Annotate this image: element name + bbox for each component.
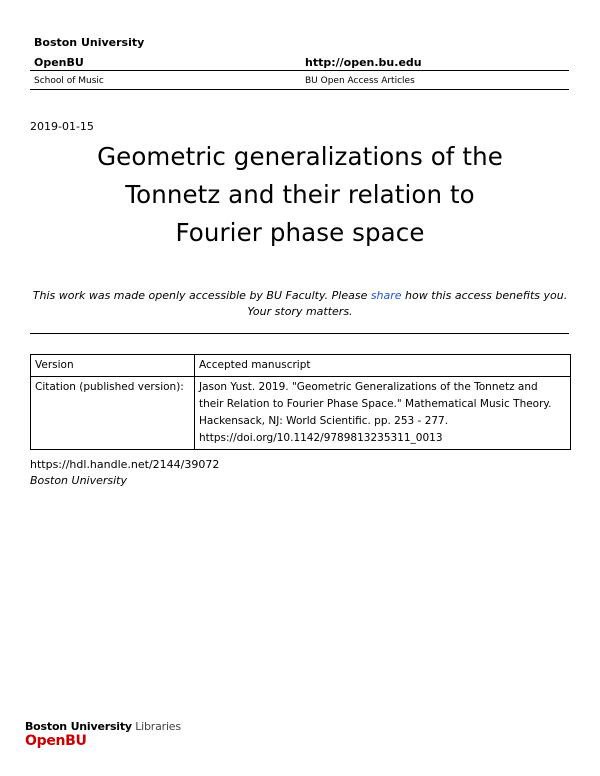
repository-url[interactable]: http://open.bu.edu (305, 56, 422, 69)
institution-name: Boston University (34, 36, 145, 49)
notice-line-2: Your story matters. (247, 305, 353, 318)
logo-line-2: OpenBU (25, 733, 87, 749)
share-link[interactable]: share (370, 289, 402, 302)
table-row (31, 377, 571, 450)
title-line-2: Tonnetz and their relation to (125, 180, 475, 209)
citation-value (195, 377, 571, 450)
citation-line: Jason Yust. 2019. "Geometric Generalizations of the Tonnetz and (199, 381, 538, 393)
notice-text-2: how this access benefits you. (401, 289, 568, 302)
metadata-table (30, 354, 571, 450)
citation-line: Hackensack, NJ: World Scientific. pp. 253 - 277. (199, 415, 449, 427)
citation-line: their Relation to Fourier Phase Space." Mathematical Music Theory. (199, 398, 552, 410)
title-line-1: Geometric generalizations of the (97, 142, 503, 171)
access-notice (0, 288, 600, 320)
document-date: 2019-01-15 (30, 120, 94, 133)
header-rule-top (30, 70, 569, 71)
header-rule-bottom (30, 89, 569, 90)
logo-line-1 (25, 720, 181, 733)
citation-label: Citation (published version): (31, 377, 195, 450)
logo-line-1-suffix: Libraries (131, 720, 181, 733)
logo-line-1-main: Boston University (25, 720, 132, 733)
notice-rule (30, 333, 569, 334)
version-value: Accepted manuscript (195, 355, 571, 377)
notice-text-1: This work was made openly accessible by BU Faculty. Please (32, 289, 371, 302)
repository-name: OpenBU (34, 56, 84, 69)
handle-url[interactable]: https://hdl.handle.net/2144/39072 (30, 458, 220, 471)
department-name: School of Music (34, 76, 104, 86)
citation-doi[interactable]: https://doi.org/10.1142/9789813235311_0013 (199, 432, 443, 444)
collection-name[interactable]: BU Open Access Articles (305, 76, 415, 86)
openbu-logo[interactable] (25, 720, 181, 749)
footer-institution: Boston University (30, 474, 128, 487)
title-line-3: Fourier phase space (175, 218, 425, 247)
table-row (31, 355, 571, 377)
version-label: Version (31, 355, 195, 377)
